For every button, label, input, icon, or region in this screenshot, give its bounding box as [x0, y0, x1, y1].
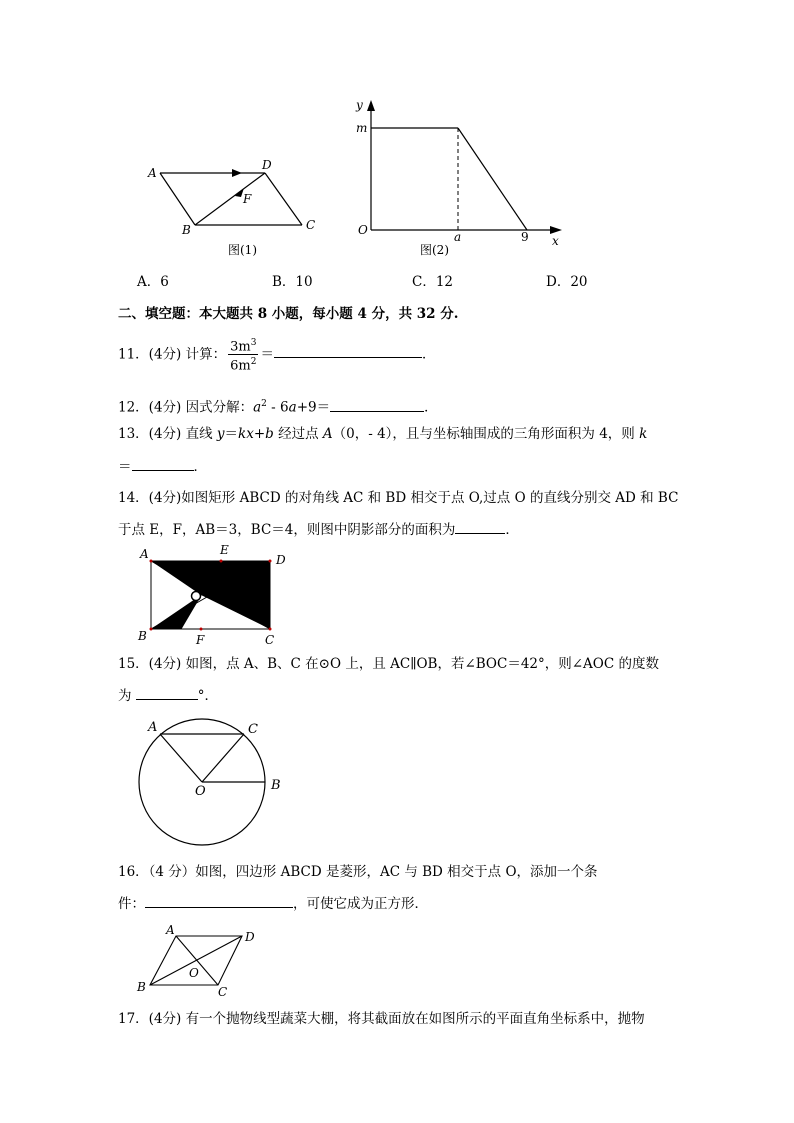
label-a: A: [148, 166, 157, 180]
figure-15-circle: [130, 712, 300, 852]
label-o: O: [189, 966, 199, 980]
edge-ab: [160, 173, 195, 225]
edge-dc: [265, 173, 302, 225]
figure-1-parallelogram: [140, 150, 330, 265]
label-o: O: [195, 784, 206, 799]
caption-1: 图(1): [228, 243, 257, 257]
label-c: C: [218, 985, 228, 998]
label-c: C: [306, 218, 316, 232]
question-12: 12．(4分) 因式分解：$a^2 - 6a+9=$ ．: [118, 394, 438, 418]
caption-2: 图(2): [420, 243, 449, 257]
question-15-line-2: 为 °．: [118, 685, 218, 706]
point-c: [269, 628, 272, 631]
point-e: [220, 560, 223, 563]
question-13-line-1: 13．(4分) 直线 y＝kx+b 经过点 A（0，- 4），且与坐标轴围成的三角形面积为 4，则 k: [118, 426, 648, 442]
point-a: [150, 560, 153, 563]
question-14-line-1: 14．(4分)如图矩形 ABCD 的对角线 AC 和 BD 相交于点 O,过点 O 的直线分别交 AD 和 BC: [118, 490, 679, 506]
question-14-line-2: 于点 E，F，AB＝3，BC＝4，则图中阴影部分的面积为 ．: [118, 519, 519, 540]
label-d: D: [276, 553, 286, 567]
question-16-line-2: 件： ，可使它成为正方形．: [118, 893, 428, 914]
label-a: A: [148, 720, 158, 735]
label-b: B: [137, 980, 146, 994]
point-f: [200, 628, 203, 631]
figure-16-rhombus: [132, 918, 272, 998]
label-c: C: [248, 722, 258, 737]
label-c: C: [265, 633, 275, 647]
answer-blank-16[interactable]: [145, 893, 293, 908]
question-16-line-1: 16．（4 分）如图，四边形 ABCD 是菱形，AC 与 BD 相交于点 O，添加一个条: [118, 864, 598, 880]
section-title: 二、填空题：本大题共 8 小题，每小题 4 分，共 32 分.: [118, 306, 459, 322]
radius-oc: [202, 734, 244, 782]
label-m: m: [356, 121, 368, 135]
label-d: D: [245, 930, 255, 944]
figure-2-graph: [350, 95, 570, 265]
label-a: a: [454, 230, 462, 244]
label-x: x: [552, 234, 559, 248]
y-axis-arrow: [367, 100, 375, 111]
option-c[interactable]: C．12: [412, 274, 454, 290]
point-b: [150, 628, 153, 631]
fraction: $\frac{3m^3}{6m^2}$: [230, 338, 257, 374]
label-a: A: [140, 547, 149, 561]
label-f: F: [196, 633, 205, 647]
label-b: B: [271, 778, 281, 793]
label-d: D: [262, 158, 272, 172]
option-d[interactable]: D．20: [546, 274, 588, 290]
question-17-line-1: 17．(4分) 有一个抛物线型蔬菜大棚，将其截面放在如图所示的平面直角坐标系中，抛物: [118, 1011, 645, 1027]
label-9: 9: [521, 230, 529, 244]
label-a: A: [166, 923, 175, 937]
point-d: [269, 560, 272, 563]
diagonal-bd: [195, 173, 265, 225]
answer-blank-14[interactable]: [455, 519, 505, 534]
question-11: 11．(4分) 计算： $\frac{3m^3}{6m^2}$ ＝ ．: [118, 338, 436, 374]
x-axis-arrow: [550, 226, 562, 234]
radius-oa: [160, 734, 202, 782]
label-o: O: [358, 223, 368, 237]
option-a[interactable]: A．6: [137, 274, 169, 290]
answer-blank-13[interactable]: [132, 456, 194, 471]
arrow-ad: [232, 169, 242, 177]
label-e: E: [220, 543, 229, 557]
graph-falling-segment: [458, 128, 527, 230]
option-b[interactable]: B．10: [272, 274, 313, 290]
question-15-line-1: 15．(4分) 如图，点 A、B、C 在⊙O 上，且 AC∥OB，若∠BOC＝42°，则∠AOC 的度数: [118, 656, 659, 672]
answer-blank-11[interactable]: [274, 343, 422, 358]
answer-blank-15[interactable]: [136, 685, 198, 700]
label-b: B: [138, 629, 147, 643]
label-b: B: [182, 223, 191, 237]
answer-blank-12[interactable]: [330, 397, 424, 412]
label-y: y: [356, 98, 363, 112]
figure-14-rectangle: [132, 540, 292, 650]
center-point-o: [192, 592, 201, 601]
label-f: F: [243, 192, 252, 206]
question-13-line-2: ＝ ．: [118, 456, 207, 477]
